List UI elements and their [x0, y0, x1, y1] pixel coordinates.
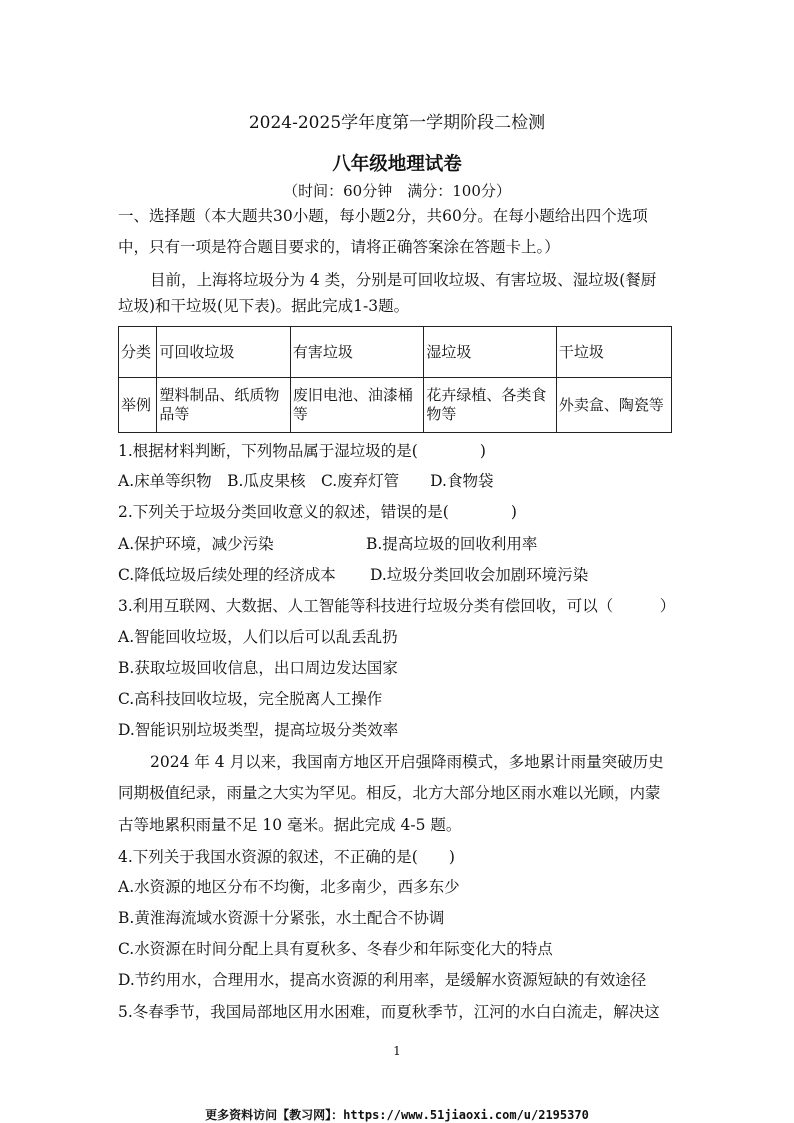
question-3-option-b: B.获取垃圾回收信息，出口周边发达国家 [118, 659, 398, 677]
table-cell: 塑料制品、纸质物品等 [157, 378, 290, 433]
table-cell: 有害垃圾 [290, 327, 423, 378]
intro1-line2: 垃圾)和干垃圾(见下表)。据此完成1-3题。 [118, 297, 410, 315]
table-cell: 分类 [119, 327, 157, 378]
question-2-option-d: D.垃圾分类回收会加剧环境污染 [370, 566, 589, 584]
intro2-line2: 同期极值纪录，雨量之大实为罕见。相反，北方大部分地区雨水难以光顾，内蒙 [118, 784, 661, 802]
intro2-line1: 2024 年 4 月以来，我国南方地区开启强降雨模式，多地累计雨量突破历史 [150, 753, 664, 771]
question-4-option-a: A.水资源的地区分布不均衡，北多南少，西多东少 [118, 878, 460, 896]
question-3-option-c: C.高科技回收垃圾，完全脱离人工操作 [118, 690, 383, 708]
question-1-options: A.床单等织物 B.瓜皮果核 C.废弃灯管 D.食物袋 [118, 472, 494, 490]
section-heading-line1: 一、选择题（本大题共30小题，每小题2分，共60分。在每小题给出四个选项 [118, 207, 648, 225]
question-2-stem: 2.下列关于垃圾分类回收意义的叙述，错误的是( ) [118, 503, 517, 521]
question-3-option-d: D.智能识别垃圾类型，提高垃圾分类效率 [118, 721, 399, 739]
question-4-option-c: C.水资源在时间分配上具有夏秋多、冬春少和年际变化大的特点 [118, 940, 553, 958]
question-5-stem: 5.冬春季节，我国局部地区用水困难，而夏秋季节，江河的水白白流走，解决这 [118, 1003, 660, 1021]
table-header-row [119, 327, 672, 378]
question-3-stem: 3.利用互联网、大数据、人工智能等科技进行垃圾分类有偿回收，可以（ ） [118, 597, 676, 615]
intro1-line1: 目前，上海将垃圾分为 4 类，分别是可回收垃圾、有害垃圾、湿垃圾(餐厨 [150, 271, 657, 289]
question-4-option-d: D.节约用水，合理用水，提高水资源的利用率，是缓解水资源短缺的有效途径 [118, 971, 647, 989]
table-cell: 外卖盒、陶瓷等 [556, 378, 671, 433]
question-4-option-b: B.黄淮海流域水资源十分紧张，水土配合不协调 [118, 909, 445, 927]
page-number: 1 [393, 1044, 401, 1058]
question-2-option-c: C.降低垃圾后续处理的经济成本 [118, 566, 336, 584]
question-3-option-a: A.智能回收垃圾，人们以后可以乱丢乱扔 [118, 628, 398, 646]
table-cell: 举例 [119, 378, 157, 433]
table-cell: 湿垃圾 [424, 327, 557, 378]
time-score-info: （时间：60分钟 满分：100分） [283, 182, 511, 200]
table-row [119, 378, 672, 433]
intro2-line3: 古等地累积雨量不足 10 毫米。据此完成 4-5 题。 [118, 816, 462, 834]
question-2-option-b: B.提高垃圾的回收利用率 [366, 535, 538, 553]
question-2-option-a: A.保护环境，减少污染 [118, 535, 274, 553]
table-cell: 可回收垃圾 [157, 327, 290, 378]
section-heading-line2: 中，只有一项是符合题目要求的，请将正确答案涂在答题卡上。） [118, 238, 560, 256]
footer-link[interactable]: 更多资料访问【教习网】：https://www.51jiaoxi.com/u/2195370 [205, 1108, 589, 1122]
table-cell: 废旧电池、油漆桶等 [290, 378, 423, 433]
table-cell: 干垃圾 [556, 327, 671, 378]
question-4-stem: 4.下列关于我国水资源的叙述，不正确的是( ) [118, 848, 455, 866]
exam-title: 2024-2025学年度第一学期阶段二检测 [248, 113, 546, 133]
garbage-classification-table [118, 326, 672, 433]
exam-subtitle: 八年级地理试卷 [332, 154, 462, 175]
question-1-stem: 1.根据材料判断，下列物品属于湿垃圾的是( ) [118, 442, 486, 460]
table-cell: 花卉绿植、各类食物等 [424, 378, 557, 433]
